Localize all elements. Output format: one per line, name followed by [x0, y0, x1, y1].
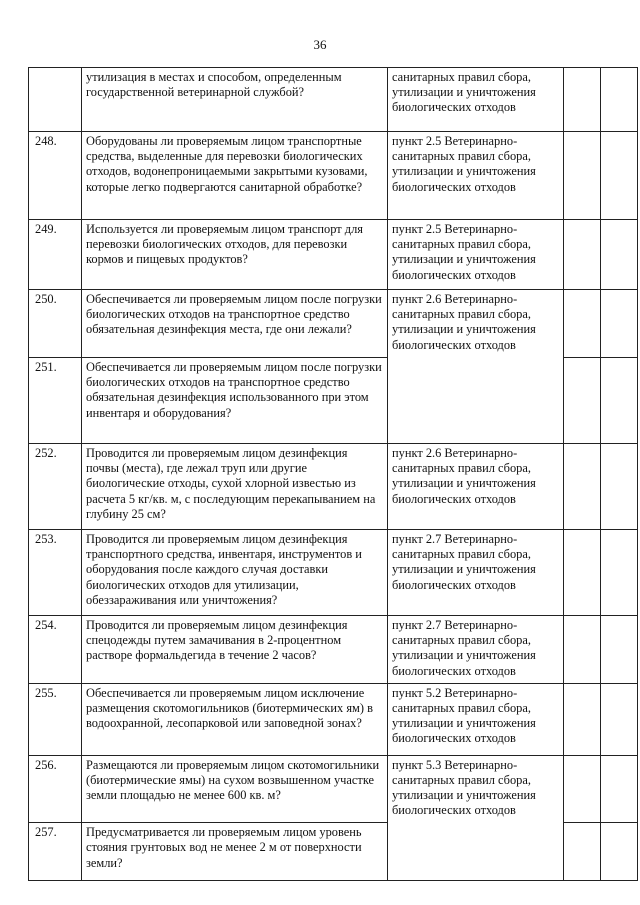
table-row	[29, 290, 638, 358]
answer-cell	[564, 220, 601, 290]
answer-cell	[564, 290, 601, 358]
question-cell: Обеспечивается ли проверяемым лицом после погрузки биологических отходов на транспортное средство обязательная дезинфекция использованного при этом инвентаря и оборудования?	[82, 358, 388, 444]
note-cell	[601, 823, 638, 881]
answer-cell	[564, 530, 601, 616]
reference-cell: санитарных правил сбора, утилизации и уничтожения биологических отходов	[388, 68, 564, 132]
table-row	[29, 358, 638, 444]
row-number: 252.	[29, 444, 82, 530]
row-number: 251.	[29, 358, 82, 444]
reference-cell: пункт 2.5 Ветеринарно-санитарных правил сбора, утилизации и уничтожения биологических отходов	[388, 220, 564, 290]
table-row	[29, 616, 638, 684]
note-cell	[601, 358, 638, 444]
table-row	[29, 132, 638, 220]
reference-cell: пункт 2.6 Ветеринарно-санитарных правил сбора, утилизации и уничтожения биологических отходов	[388, 444, 564, 530]
note-cell	[601, 220, 638, 290]
row-number: 254.	[29, 616, 82, 684]
note-cell	[601, 444, 638, 530]
question-cell: Используется ли проверяемым лицом транспорт для перевозки биологических отходов, для перевозки кормов и пищевых продуктов?	[82, 220, 388, 290]
table-row	[29, 683, 638, 755]
row-number: 248.	[29, 132, 82, 220]
answer-cell	[564, 132, 601, 220]
note-cell	[601, 132, 638, 220]
note-cell	[601, 68, 638, 132]
answer-cell	[564, 358, 601, 444]
question-cell: Обеспечивается ли проверяемым лицом исключение размещения скотомогильников (биотермических ям) в водоохранной, лесопарковой или заповедной зонах?	[82, 683, 388, 755]
answer-cell	[564, 616, 601, 684]
note-cell	[601, 290, 638, 358]
reference-cell: пункт 2.7 Ветеринарно-санитарных правил сбора, утилизации и уничтожения биологических отходов	[388, 616, 564, 684]
page-number: 36	[313, 37, 327, 52]
answer-cell	[564, 755, 601, 822]
question-cell: Оборудованы ли проверяемым лицом транспортные средства, выделенные для перевозки биологических отходов, водонепроницаемыми закрытыми кузовами, которые легко подвергаются санитарной обработке?	[82, 132, 388, 220]
reference-cell: пункт 5.2 Ветеринарно-санитарных правил сбора, утилизации и уничтожения биологических отходов	[388, 683, 564, 755]
answer-cell	[564, 444, 601, 530]
reference-cell: пункт 2.7 Ветеринарно-санитарных правил сбора, утилизации и уничтожения биологических отходов	[388, 530, 564, 616]
table-row	[29, 755, 638, 822]
reference-cell: пункт 5.3 Ветеринарно-санитарных правил сбора, утилизации и уничтожения биологических отходов	[388, 755, 564, 822]
question-cell: Размещаются ли проверяемым лицом скотомогильники (биотермические ямы) на сухом возвышенном участке земли площадью не менее 600 кв. м?	[82, 755, 388, 822]
row-number: 257.	[29, 823, 82, 881]
row-number: 253.	[29, 530, 82, 616]
reference-cell	[388, 823, 564, 881]
note-cell	[601, 616, 638, 684]
question-cell: Проводится ли проверяемым лицом дезинфекция транспортного средства, инвентаря, инструментов и оборудования после каждого случая доставки биологических отходов для утилизации, обеззараживания или уничтожения?	[82, 530, 388, 616]
checklist-table	[28, 67, 638, 881]
table-row	[29, 444, 638, 530]
table-row	[29, 823, 638, 881]
table-row	[29, 68, 638, 132]
row-number: 249.	[29, 220, 82, 290]
answer-cell	[564, 823, 601, 881]
question-cell: Проводится ли проверяемым лицом дезинфекция спецодежды путем замачивания в 2-процентном растворе формальдегида в течение 2 часов?	[82, 616, 388, 684]
table-row	[29, 530, 638, 616]
note-cell	[601, 755, 638, 822]
question-cell: утилизация в местах и способом, определенным государственной ветеринарной службой?	[82, 68, 388, 132]
note-cell	[601, 683, 638, 755]
row-number	[29, 68, 82, 132]
row-number: 250.	[29, 290, 82, 358]
reference-cell: пункт 2.5 Ветеринарно-санитарных правил сбора, утилизации и уничтожения биологических отходов	[388, 132, 564, 220]
question-cell: Предусматривается ли проверяемым лицом уровень стояния грунтовых вод не менее 2 м от поверхности земли?	[82, 823, 388, 881]
reference-cell	[388, 358, 564, 444]
table-row	[29, 220, 638, 290]
answer-cell	[564, 68, 601, 132]
row-number: 255.	[29, 683, 82, 755]
note-cell	[601, 530, 638, 616]
row-number: 256.	[29, 755, 82, 822]
question-cell: Обеспечивается ли проверяемым лицом после погрузки биологических отходов на транспортное средство обязательная дезинфекция места, где они лежали?	[82, 290, 388, 358]
reference-cell: пункт 2.6 Ветеринарно-санитарных правил сбора, утилизации и уничтожения биологических отходов	[388, 290, 564, 358]
answer-cell	[564, 683, 601, 755]
question-cell: Проводится ли проверяемым лицом дезинфекция почвы (места), где лежал труп или другие биологические отходы, сухой хлорной известью из расчета 5 кг/кв. м, с последующим перекапыванием на глубину 25 см?	[82, 444, 388, 530]
